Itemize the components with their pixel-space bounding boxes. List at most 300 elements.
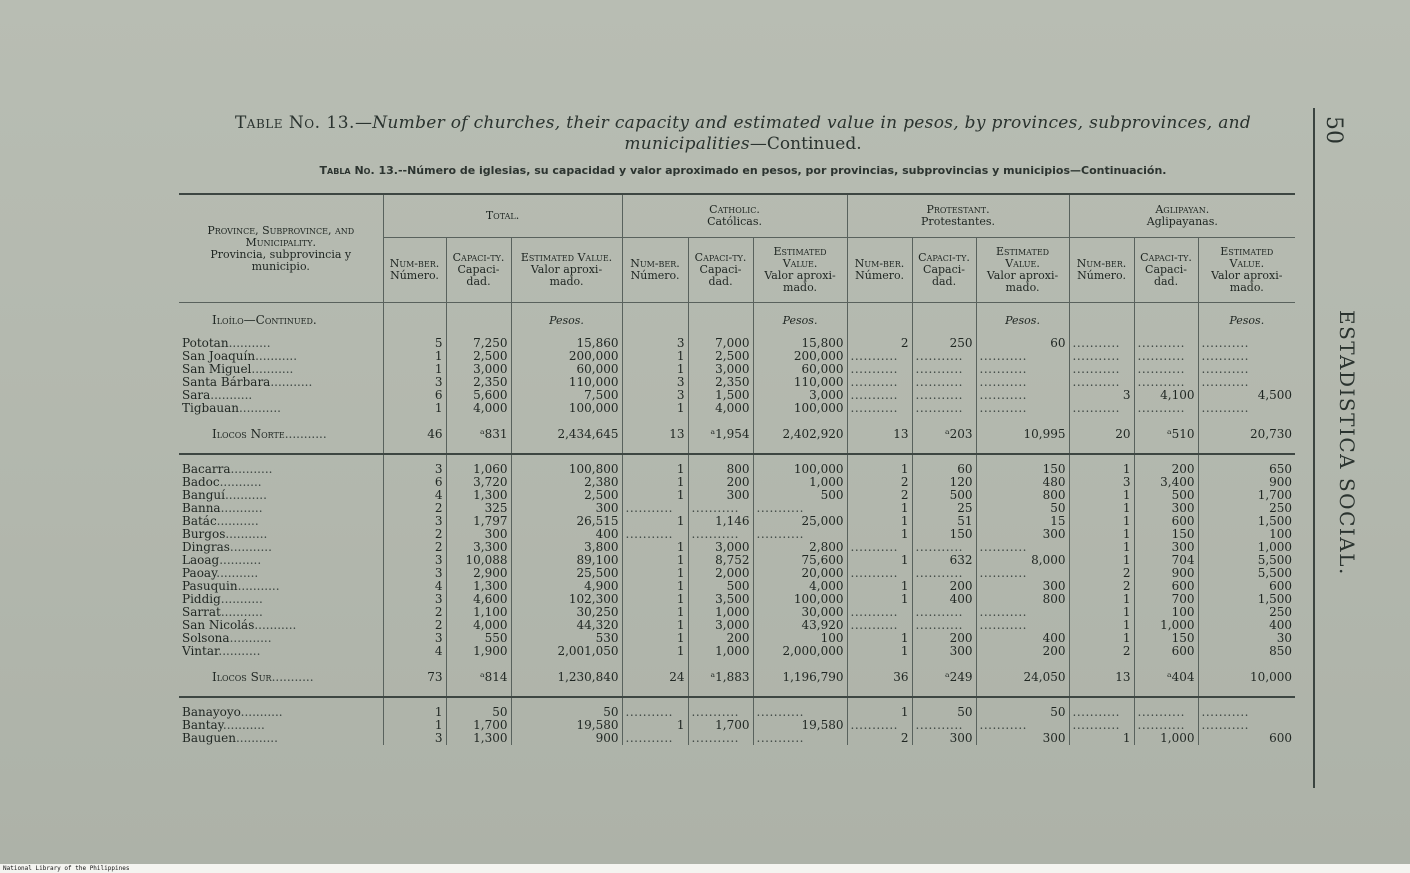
group-catholic-es: Católicas. <box>707 215 762 228</box>
unit-blank <box>1134 303 1198 338</box>
cell-p-2: 800 <box>976 593 1069 606</box>
cell-c-1: 3,000 <box>688 541 753 554</box>
empty-cell: ........... <box>1134 719 1198 732</box>
group-header-total <box>383 194 622 238</box>
leader-dots: ........... <box>219 554 262 567</box>
spacer-row <box>179 697 1295 706</box>
cell-a-0: 1 <box>1069 502 1134 515</box>
cell-t-1: 1,300 <box>446 732 511 745</box>
cell-p-2: 200 <box>976 645 1069 658</box>
leader-dots: ........... <box>235 732 278 745</box>
cell-t-2: 25,500 <box>511 567 622 580</box>
empty-cell: ........... <box>912 402 976 415</box>
cell-c-1: 2,000 <box>688 567 753 580</box>
cell-c-1: 500 <box>688 580 753 593</box>
cell-p-0: 1 <box>847 528 912 541</box>
cell-p-2: 800 <box>976 489 1069 502</box>
col-header-es: Número. <box>855 269 904 282</box>
cell-a-0: 1 <box>1069 463 1134 476</box>
row-label: Ilocos Sur <box>212 669 272 684</box>
col-header-es: Capaci-dad. <box>699 263 742 288</box>
cell-p-0: 1 <box>847 502 912 515</box>
empty-cell: ........... <box>688 528 753 541</box>
margin-rule <box>1313 108 1315 788</box>
empty-cell: ........... <box>847 376 912 389</box>
row-label: Ilocos Norte <box>212 426 285 441</box>
cell-t-0: 3 <box>383 732 446 745</box>
empty-cell: ........... <box>1069 337 1134 350</box>
group-header-protestant <box>847 194 1069 238</box>
row-label: Banayoyo <box>182 706 241 719</box>
cell-a-1: 900 <box>1134 567 1198 580</box>
spacer-cell <box>446 697 511 706</box>
cell-c-2: 75,600 <box>753 554 847 567</box>
cell-t-1: 5,600 <box>446 389 511 402</box>
col-header-en: Estimated Value. <box>1220 245 1274 270</box>
cell-a-0: 13 <box>1069 658 1134 697</box>
cell-a-1: 600 <box>1134 580 1198 593</box>
group-aglipayan-es: Aglipayanas. <box>1146 215 1218 228</box>
cell-c-2: 2,800 <box>753 541 847 554</box>
empty-cell: ........... <box>1198 402 1295 415</box>
col-header-protestant-value <box>976 238 1069 303</box>
cell-t-0: 3 <box>383 463 446 476</box>
leader-dots: ........... <box>216 567 259 580</box>
table-title-english <box>188 113 1298 155</box>
row-label: San Miguel <box>182 363 252 376</box>
cell-a-0: 1 <box>1069 554 1134 567</box>
cell-p-2: 15 <box>976 515 1069 528</box>
spacer-cell <box>753 697 847 706</box>
cell-t-1: ᵃ831 <box>446 415 511 454</box>
cell-c-2: 19,580 <box>753 719 847 732</box>
cell-p-0: 2 <box>847 337 912 350</box>
table-row <box>179 476 1295 489</box>
cell-t-1: 10,088 <box>446 554 511 567</box>
cell-a-1: 3,400 <box>1134 476 1198 489</box>
col-header-es: Capaci-dad. <box>457 263 500 288</box>
row-name <box>179 706 383 719</box>
row-name <box>179 363 383 376</box>
page-number: 50 <box>1321 116 1346 144</box>
cell-t-0: 2 <box>383 541 446 554</box>
cell-c-2: 100,000 <box>753 463 847 476</box>
cell-t-0: 6 <box>383 389 446 402</box>
empty-cell: ........... <box>1134 376 1198 389</box>
cell-a-2: 900 <box>1198 476 1295 489</box>
cell-c-0: 1 <box>622 489 688 502</box>
empty-cell: ........... <box>622 732 688 745</box>
empty-cell: ........... <box>688 706 753 719</box>
cell-a-2: 600 <box>1198 580 1295 593</box>
cell-t-2: 2,434,645 <box>511 415 622 454</box>
leader-dots: ........... <box>238 402 281 415</box>
cell-t-2: 300 <box>511 502 622 515</box>
cell-a-1: 600 <box>1134 515 1198 528</box>
col-header-protestant-number <box>847 238 912 303</box>
cell-p-1: 50 <box>912 706 976 719</box>
row-name <box>179 606 383 619</box>
leader-dots: ........... <box>284 426 327 441</box>
cell-t-2: 100,000 <box>511 402 622 415</box>
row-name <box>179 389 383 402</box>
group-protestant-es: Protestantes. <box>921 215 996 228</box>
cell-p-1: 632 <box>912 554 976 567</box>
cell-a-1: ᵃ404 <box>1134 658 1198 697</box>
cell-t-2: 2,380 <box>511 476 622 489</box>
row-label: Batác <box>182 515 217 528</box>
cell-p-2: 10,995 <box>976 415 1069 454</box>
cell-t-1: 50 <box>446 706 511 719</box>
table-row <box>179 489 1295 502</box>
row-name <box>179 645 383 658</box>
unit-label: Pesos. <box>753 303 847 338</box>
row-name <box>179 554 383 567</box>
cell-p-0: 2 <box>847 489 912 502</box>
leader-dots: ........... <box>229 632 272 645</box>
cell-c-2: 100,000 <box>753 593 847 606</box>
cell-a-2: 20,730 <box>1198 415 1295 454</box>
cell-p-2: 8,000 <box>976 554 1069 567</box>
empty-cell: ........... <box>1198 719 1295 732</box>
row-name <box>179 658 383 697</box>
cell-t-1: 1,100 <box>446 606 511 619</box>
empty-cell: ........... <box>622 502 688 515</box>
table-row <box>179 732 1295 745</box>
row-name <box>179 502 383 515</box>
col-header-catholic-number <box>622 238 688 303</box>
cell-p-1: 150 <box>912 528 976 541</box>
cell-a-2: 10,000 <box>1198 658 1295 697</box>
empty-cell: ........... <box>1198 350 1295 363</box>
empty-cell: ........... <box>912 606 976 619</box>
spacer-cell <box>912 454 976 463</box>
row-name <box>179 541 383 554</box>
cell-a-2: 250 <box>1198 502 1295 515</box>
cell-t-0: 46 <box>383 415 446 454</box>
cell-a-1: 500 <box>1134 489 1198 502</box>
row-label: Bantay <box>182 719 223 732</box>
cell-p-0: 1 <box>847 632 912 645</box>
col-header-en: Capaci-ty. <box>918 251 970 264</box>
unit-blank <box>688 303 753 338</box>
col-header-es: Número. <box>1077 269 1126 282</box>
cell-t-2: 900 <box>511 732 622 745</box>
cell-p-0: 1 <box>847 463 912 476</box>
table-row <box>179 606 1295 619</box>
spacer-cell <box>622 697 688 706</box>
cell-p-1: 200 <box>912 580 976 593</box>
row-label: San Nicolás <box>182 619 255 632</box>
col-header-en: Estimated Value. <box>995 245 1050 270</box>
row-name <box>179 528 383 541</box>
col-header-es: Valor aproxi-mado. <box>986 269 1059 294</box>
cell-t-0: 1 <box>383 719 446 732</box>
cell-a-0: 1 <box>1069 528 1134 541</box>
cell-a-0: 1 <box>1069 541 1134 554</box>
row-label: Vintar <box>182 645 219 658</box>
spacer-cell <box>179 697 383 706</box>
empty-cell: ........... <box>912 541 976 554</box>
group-header-catholic <box>622 194 847 238</box>
empty-cell: ........... <box>1134 363 1198 376</box>
col-header-total-capacity <box>446 238 511 303</box>
col-header-en: Num-ber. <box>389 257 440 270</box>
unit-blank <box>383 303 446 338</box>
leader-dots: ........... <box>255 350 298 363</box>
cell-a-0: 2 <box>1069 645 1134 658</box>
row-name <box>179 476 383 489</box>
spacer-cell <box>622 454 688 463</box>
cell-c-0: 1 <box>622 719 688 732</box>
spacer-cell <box>511 454 622 463</box>
cell-a-1: 300 <box>1134 541 1198 554</box>
empty-cell: ........... <box>912 719 976 732</box>
cell-a-2: 1,700 <box>1198 489 1295 502</box>
cell-a-1: 704 <box>1134 554 1198 567</box>
table-row <box>179 337 1295 350</box>
cell-t-0: 3 <box>383 567 446 580</box>
cell-c-0: 3 <box>622 389 688 402</box>
table-title-italic: —Number of churches, their capacity and estimated value in pesos, by provinces, subprovinces, and municipalities <box>354 113 1252 154</box>
table-number: Table No. 13. <box>234 113 355 133</box>
spacer-cell <box>688 454 753 463</box>
spacer-cell <box>1134 697 1198 706</box>
cell-c-2: 4,000 <box>753 580 847 593</box>
leader-dots: ........... <box>237 580 280 593</box>
empty-cell: ........... <box>1069 363 1134 376</box>
row-name <box>179 489 383 502</box>
cell-c-0: 1 <box>622 402 688 415</box>
cell-t-1: 2,500 <box>446 350 511 363</box>
cell-a-1: 150 <box>1134 632 1198 645</box>
cell-t-2: 4,900 <box>511 580 622 593</box>
empty-cell: ........... <box>847 350 912 363</box>
col-header-catholic-capacity <box>688 238 753 303</box>
cell-t-2: 44,320 <box>511 619 622 632</box>
spacer-cell <box>688 697 753 706</box>
cell-t-1: 3,000 <box>446 363 511 376</box>
cell-p-0: 1 <box>847 706 912 719</box>
cell-p-1: 120 <box>912 476 976 489</box>
cell-t-1: 1,700 <box>446 719 511 732</box>
cell-c-0: 1 <box>622 619 688 632</box>
empty-cell: ........... <box>847 363 912 376</box>
col-header-en: Num-ber. <box>630 257 680 270</box>
cell-a-0: 1 <box>1069 593 1134 606</box>
cell-c-1: 1,700 <box>688 719 753 732</box>
cell-t-1: ᵃ814 <box>446 658 511 697</box>
cell-c-2: 110,000 <box>753 376 847 389</box>
cell-p-1: 300 <box>912 645 976 658</box>
cell-c-2: 2,402,920 <box>753 415 847 454</box>
cell-c-0: 13 <box>622 415 688 454</box>
cell-t-1: 1,797 <box>446 515 511 528</box>
cell-c-2: 200,000 <box>753 350 847 363</box>
row-label: Piddig <box>182 593 221 606</box>
cell-a-2: 850 <box>1198 645 1295 658</box>
cell-t-0: 4 <box>383 580 446 593</box>
col-header-en: Estimated Value. <box>520 251 613 264</box>
empty-cell: ........... <box>912 567 976 580</box>
cell-p-0: 1 <box>847 645 912 658</box>
col-header-total-number <box>383 238 446 303</box>
cell-c-1: 8,752 <box>688 554 753 567</box>
cell-t-2: 530 <box>511 632 622 645</box>
cell-t-0: 4 <box>383 489 446 502</box>
cell-a-1: 150 <box>1134 528 1198 541</box>
cell-t-0: 5 <box>383 337 446 350</box>
unit-label: Pesos. <box>976 303 1069 338</box>
cell-t-0: 1 <box>383 402 446 415</box>
cell-a-2: 5,500 <box>1198 567 1295 580</box>
col-header-aglipayan-capacity <box>1134 238 1198 303</box>
cell-t-0: 3 <box>383 515 446 528</box>
cell-t-1: 1,900 <box>446 645 511 658</box>
cell-a-2: 100 <box>1198 528 1295 541</box>
cell-p-2: 150 <box>976 463 1069 476</box>
leader-dots: ........... <box>271 669 314 684</box>
cell-a-2: 250 <box>1198 606 1295 619</box>
cell-t-1: 4,600 <box>446 593 511 606</box>
cell-c-1: 1,500 <box>688 389 753 402</box>
cell-c-1: 1,000 <box>688 606 753 619</box>
table-row <box>179 363 1295 376</box>
row-label: Burgos <box>182 528 226 541</box>
empty-cell: ........... <box>1198 337 1295 350</box>
cell-c-2: 2,000,000 <box>753 645 847 658</box>
table-row <box>179 541 1295 554</box>
cell-t-2: 3,800 <box>511 541 622 554</box>
cell-t-0: 6 <box>383 476 446 489</box>
province-total-row <box>179 658 1295 697</box>
table-title-tail: —Continued. <box>749 134 862 154</box>
spacer-cell <box>976 454 1069 463</box>
group-header-aglipayan <box>1069 194 1295 238</box>
col-header-en: Estimated Value. <box>773 245 827 270</box>
cell-t-1: 7,250 <box>446 337 511 350</box>
cell-t-0: 2 <box>383 528 446 541</box>
churches-table <box>179 193 1295 745</box>
col-header-es: Capaci-dad. <box>923 263 966 288</box>
cell-a-2: 30 <box>1198 632 1295 645</box>
row-name <box>179 632 383 645</box>
cell-p-0: 1 <box>847 593 912 606</box>
col-header-protestant-capacity <box>912 238 976 303</box>
col-header-es: Número. <box>390 269 439 282</box>
empty-cell: ........... <box>622 528 688 541</box>
empty-cell: ........... <box>753 528 847 541</box>
row-label: Pototan <box>182 337 229 350</box>
cell-p-1: 51 <box>912 515 976 528</box>
leader-dots: ........... <box>230 463 273 476</box>
empty-cell: ........... <box>1134 402 1198 415</box>
leader-dots: ........... <box>220 593 263 606</box>
spacer-cell <box>847 697 912 706</box>
cell-c-1: 200 <box>688 632 753 645</box>
unit-blank <box>446 303 511 338</box>
cell-c-1: 7,000 <box>688 337 753 350</box>
col-header-es: Valor aproxi-mado. <box>530 263 603 288</box>
row-label: Sara <box>182 389 211 402</box>
cell-p-0: 1 <box>847 580 912 593</box>
row-label: San Joaquín <box>182 350 256 363</box>
spacer-cell <box>1069 454 1134 463</box>
table-row <box>179 719 1295 732</box>
cell-c-2: 43,920 <box>753 619 847 632</box>
group-aglipayan-en: Aglipayan. <box>1155 203 1210 216</box>
cell-t-0: 3 <box>383 632 446 645</box>
empty-cell: ........... <box>912 363 976 376</box>
cell-t-1: 550 <box>446 632 511 645</box>
group-total-en: Total. <box>485 209 520 222</box>
empty-cell: ........... <box>912 350 976 363</box>
group-protestant-en: Protestant. <box>926 203 990 216</box>
cell-a-1: 200 <box>1134 463 1198 476</box>
table-row <box>179 515 1295 528</box>
cell-t-2: 100,800 <box>511 463 622 476</box>
empty-cell: ........... <box>1069 402 1134 415</box>
unit-label: Pesos. <box>511 303 622 338</box>
table-row <box>179 567 1295 580</box>
col-header-total-value <box>511 238 622 303</box>
table-row <box>179 502 1295 515</box>
cell-t-0: 2 <box>383 502 446 515</box>
cell-c-1: 3,000 <box>688 619 753 632</box>
row-name <box>179 337 383 350</box>
cell-t-0: 3 <box>383 593 446 606</box>
cell-c-2: 20,000 <box>753 567 847 580</box>
unit-label: Pesos. <box>1198 303 1295 338</box>
cell-t-2: 89,100 <box>511 554 622 567</box>
cell-c-1: 3,000 <box>688 363 753 376</box>
col-header-es: Capaci-dad. <box>1145 263 1188 288</box>
cell-c-2: 30,000 <box>753 606 847 619</box>
cell-t-1: 3,720 <box>446 476 511 489</box>
empty-cell: ........... <box>912 619 976 632</box>
table-row <box>179 389 1295 402</box>
leader-dots: ........... <box>220 502 263 515</box>
cell-a-2: 4,500 <box>1198 389 1295 402</box>
col-header-es: Valor aproxi-mado. <box>1211 269 1283 294</box>
cell-a-1: 700 <box>1134 593 1198 606</box>
cell-c-1: 800 <box>688 463 753 476</box>
spacer-cell <box>847 454 912 463</box>
empty-cell: ........... <box>622 706 688 719</box>
cell-c-2: 100 <box>753 632 847 645</box>
cell-p-0: 1 <box>847 554 912 567</box>
cell-c-1: 1,000 <box>688 645 753 658</box>
cell-c-0: 1 <box>622 363 688 376</box>
row-label: Banna <box>182 502 221 515</box>
row-label: Solsona <box>182 632 230 645</box>
row-name <box>179 515 383 528</box>
cell-p-2: 24,050 <box>976 658 1069 697</box>
leader-dots: ........... <box>225 528 268 541</box>
cell-c-1: 200 <box>688 476 753 489</box>
cell-a-0: 1 <box>1069 732 1134 745</box>
spacer-cell <box>976 697 1069 706</box>
cell-c-2: 15,800 <box>753 337 847 350</box>
cell-a-0: 1 <box>1069 632 1134 645</box>
table-row <box>179 645 1295 658</box>
leader-dots: ........... <box>224 489 267 502</box>
cell-c-1: 4,000 <box>688 402 753 415</box>
cell-c-0: 3 <box>622 376 688 389</box>
empty-cell: ........... <box>976 402 1069 415</box>
cell-c-2: 60,000 <box>753 363 847 376</box>
row-label: Badoc <box>182 476 220 489</box>
